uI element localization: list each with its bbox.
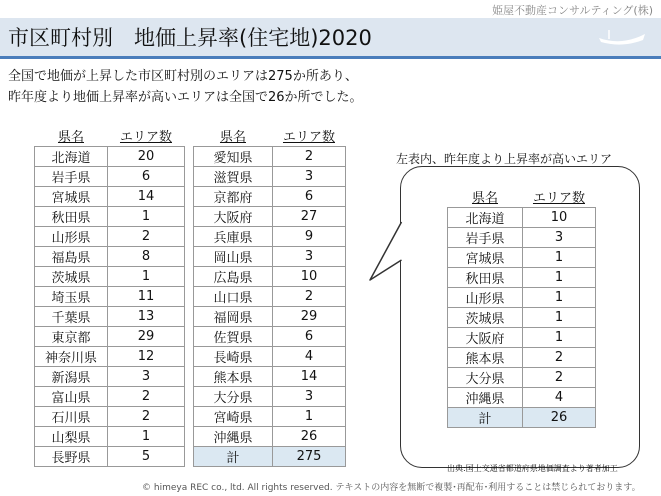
area-count-cell: 1 (523, 308, 596, 328)
table-row (448, 268, 596, 288)
table-row (35, 167, 185, 187)
area-count-cell: 10 (523, 208, 596, 228)
prefecture-cell: 長野県 (35, 447, 108, 467)
table-row (448, 228, 596, 248)
table-row (35, 147, 185, 167)
table-row (194, 147, 346, 167)
area-count-cell: 2 (523, 348, 596, 368)
total-row (194, 447, 346, 467)
area-count-cell: 4 (273, 347, 346, 367)
intro-text (8, 66, 363, 108)
area-count-cell: 9 (273, 227, 346, 247)
area-count-cell: 11 (108, 287, 185, 307)
prefecture-cell: 山形県 (448, 288, 523, 308)
area-count-cell: 2 (108, 227, 185, 247)
table-row (35, 307, 185, 327)
table-row (194, 207, 346, 227)
column-header-area-count: エリア数 (282, 129, 335, 145)
prefecture-cell: 滋賀県 (194, 167, 273, 187)
area-count-cell: 14 (273, 367, 346, 387)
intro-line-1: 全国で地価が上昇した市区町村別のエリアは275か所あり、 (8, 69, 358, 84)
prefecture-cell: 大阪府 (448, 328, 523, 348)
total-value: 26 (523, 408, 596, 428)
prefecture-cell: 愛知県 (194, 147, 273, 167)
table-row (194, 267, 346, 287)
area-count-cell: 2 (523, 368, 596, 388)
table-row (35, 187, 185, 207)
area-count-cell: 27 (273, 207, 346, 227)
prefecture-cell: 東京都 (35, 327, 108, 347)
area-count-cell: 3 (273, 247, 346, 267)
area-count-cell: 2 (108, 407, 185, 427)
area-count-cell: 1 (523, 288, 596, 308)
column-header-prefecture: 県名 (471, 190, 498, 206)
prefecture-cell: 宮崎県 (194, 407, 273, 427)
table-row (448, 368, 596, 388)
prefecture-cell: 千葉県 (35, 307, 108, 327)
page-title: 市区町村別 地価上昇率(住宅地)2020 (8, 26, 372, 50)
table-row (194, 387, 346, 407)
boat-logo-icon (597, 26, 647, 48)
area-count-cell: 29 (108, 327, 185, 347)
prefecture-cell: 岩手県 (448, 228, 523, 248)
prefecture-table-left (34, 124, 185, 467)
prefecture-cell: 熊本県 (194, 367, 273, 387)
source-note: 出典:国土交通省都道府県地価調査より著者加工 (447, 464, 618, 473)
area-count-cell: 6 (273, 187, 346, 207)
area-count-cell: 3 (523, 228, 596, 248)
prefecture-cell: 沖縄県 (194, 427, 273, 447)
prefecture-cell: 熊本県 (448, 348, 523, 368)
prefecture-cell: 宮城県 (448, 248, 523, 268)
area-count-cell: 13 (108, 307, 185, 327)
area-count-cell: 1 (523, 248, 596, 268)
table-row (35, 287, 185, 307)
prefecture-cell: 山口県 (194, 287, 273, 307)
table-row (194, 367, 346, 387)
table-row (194, 227, 346, 247)
table-row (194, 407, 346, 427)
area-count-cell: 29 (273, 307, 346, 327)
table-row (194, 347, 346, 367)
callout-pointer (368, 220, 408, 290)
area-count-cell: 20 (108, 147, 185, 167)
table-row (35, 207, 185, 227)
table-row (448, 348, 596, 368)
table-row (35, 227, 185, 247)
area-count-cell: 8 (108, 247, 185, 267)
area-count-cell: 14 (108, 187, 185, 207)
prefecture-cell: 山形県 (35, 227, 108, 247)
table-row (194, 327, 346, 347)
prefecture-cell: 茨城県 (448, 308, 523, 328)
table-row (35, 267, 185, 287)
prefecture-cell: 茨城県 (35, 267, 108, 287)
area-count-cell: 3 (273, 167, 346, 187)
table-row (448, 388, 596, 408)
prefecture-cell: 広島県 (194, 267, 273, 287)
prefecture-cell: 岡山県 (194, 247, 273, 267)
column-header-prefecture: 県名 (219, 129, 246, 145)
area-count-cell: 2 (273, 147, 346, 167)
prefecture-cell: 兵庫県 (194, 227, 273, 247)
area-count-cell: 4 (523, 388, 596, 408)
table-row (448, 288, 596, 308)
area-count-cell: 1 (108, 207, 185, 227)
area-count-cell: 1 (108, 427, 185, 447)
title-underline (0, 56, 661, 59)
prefecture-cell: 岩手県 (35, 167, 108, 187)
table-row (35, 407, 185, 427)
total-label: 計 (194, 447, 273, 467)
table-row (448, 328, 596, 348)
callout-caption: 左表内、昨年度より上昇率が高いエリア (396, 152, 613, 166)
table-row (35, 327, 185, 347)
total-value: 275 (273, 447, 346, 467)
callout-table (447, 185, 596, 428)
table-row (35, 427, 185, 447)
column-header-area-count: エリア数 (119, 129, 172, 145)
prefecture-cell: 京都府 (194, 187, 273, 207)
table-row (194, 167, 346, 187)
title-bar (0, 18, 661, 56)
prefecture-cell: 神奈川県 (35, 347, 108, 367)
table-row (35, 347, 185, 367)
prefecture-cell: 宮城県 (35, 187, 108, 207)
total-row (448, 408, 596, 428)
table-row (35, 247, 185, 267)
prefecture-cell: 長崎県 (194, 347, 273, 367)
prefecture-cell: 大阪府 (194, 207, 273, 227)
area-count-cell: 10 (273, 267, 346, 287)
prefecture-cell: 佐賀県 (194, 327, 273, 347)
table-row (35, 447, 185, 467)
copyright-footer: © himeya REC co., ltd. All rights reserved. テキストの内容を無断で複製･再配布･利用することは禁じられております。 (142, 483, 641, 493)
company-name: 姫屋不動産コンサルティング(株) (492, 4, 653, 17)
prefecture-cell: 大分県 (194, 387, 273, 407)
intro-line-2: 昨年度より地価上昇率が高いエリアは全国で26か所でした。 (8, 90, 363, 105)
table-row (194, 307, 346, 327)
area-count-cell: 3 (108, 367, 185, 387)
prefecture-table-middle (193, 124, 346, 467)
area-count-cell: 26 (273, 427, 346, 447)
area-count-cell: 1 (523, 328, 596, 348)
table-row (194, 427, 346, 447)
prefecture-cell: 福岡県 (194, 307, 273, 327)
table-row (448, 308, 596, 328)
prefecture-cell: 北海道 (448, 208, 523, 228)
prefecture-cell: 秋田県 (448, 268, 523, 288)
prefecture-cell: 富山県 (35, 387, 108, 407)
area-count-cell: 1 (523, 268, 596, 288)
area-count-cell: 6 (108, 167, 185, 187)
total-label: 計 (448, 408, 523, 428)
prefecture-cell: 北海道 (35, 147, 108, 167)
prefecture-cell: 福島県 (35, 247, 108, 267)
prefecture-cell: 新潟県 (35, 367, 108, 387)
column-header-prefecture: 県名 (57, 129, 84, 145)
area-count-cell: 2 (108, 387, 185, 407)
area-count-cell: 2 (273, 287, 346, 307)
area-count-cell: 1 (273, 407, 346, 427)
area-count-cell: 3 (273, 387, 346, 407)
prefecture-cell: 沖縄県 (448, 388, 523, 408)
table-row (194, 247, 346, 267)
area-count-cell: 1 (108, 267, 185, 287)
table-row (194, 187, 346, 207)
area-count-cell: 6 (273, 327, 346, 347)
column-header-area-count: エリア数 (532, 190, 585, 206)
table-row (448, 248, 596, 268)
prefecture-cell: 埼玉県 (35, 287, 108, 307)
prefecture-cell: 山梨県 (35, 427, 108, 447)
table-row (194, 287, 346, 307)
area-count-cell: 5 (108, 447, 185, 467)
table-row (448, 208, 596, 228)
prefecture-cell: 石川県 (35, 407, 108, 427)
table-row (35, 367, 185, 387)
table-row (35, 387, 185, 407)
area-count-cell: 12 (108, 347, 185, 367)
prefecture-cell: 大分県 (448, 368, 523, 388)
prefecture-cell: 秋田県 (35, 207, 108, 227)
